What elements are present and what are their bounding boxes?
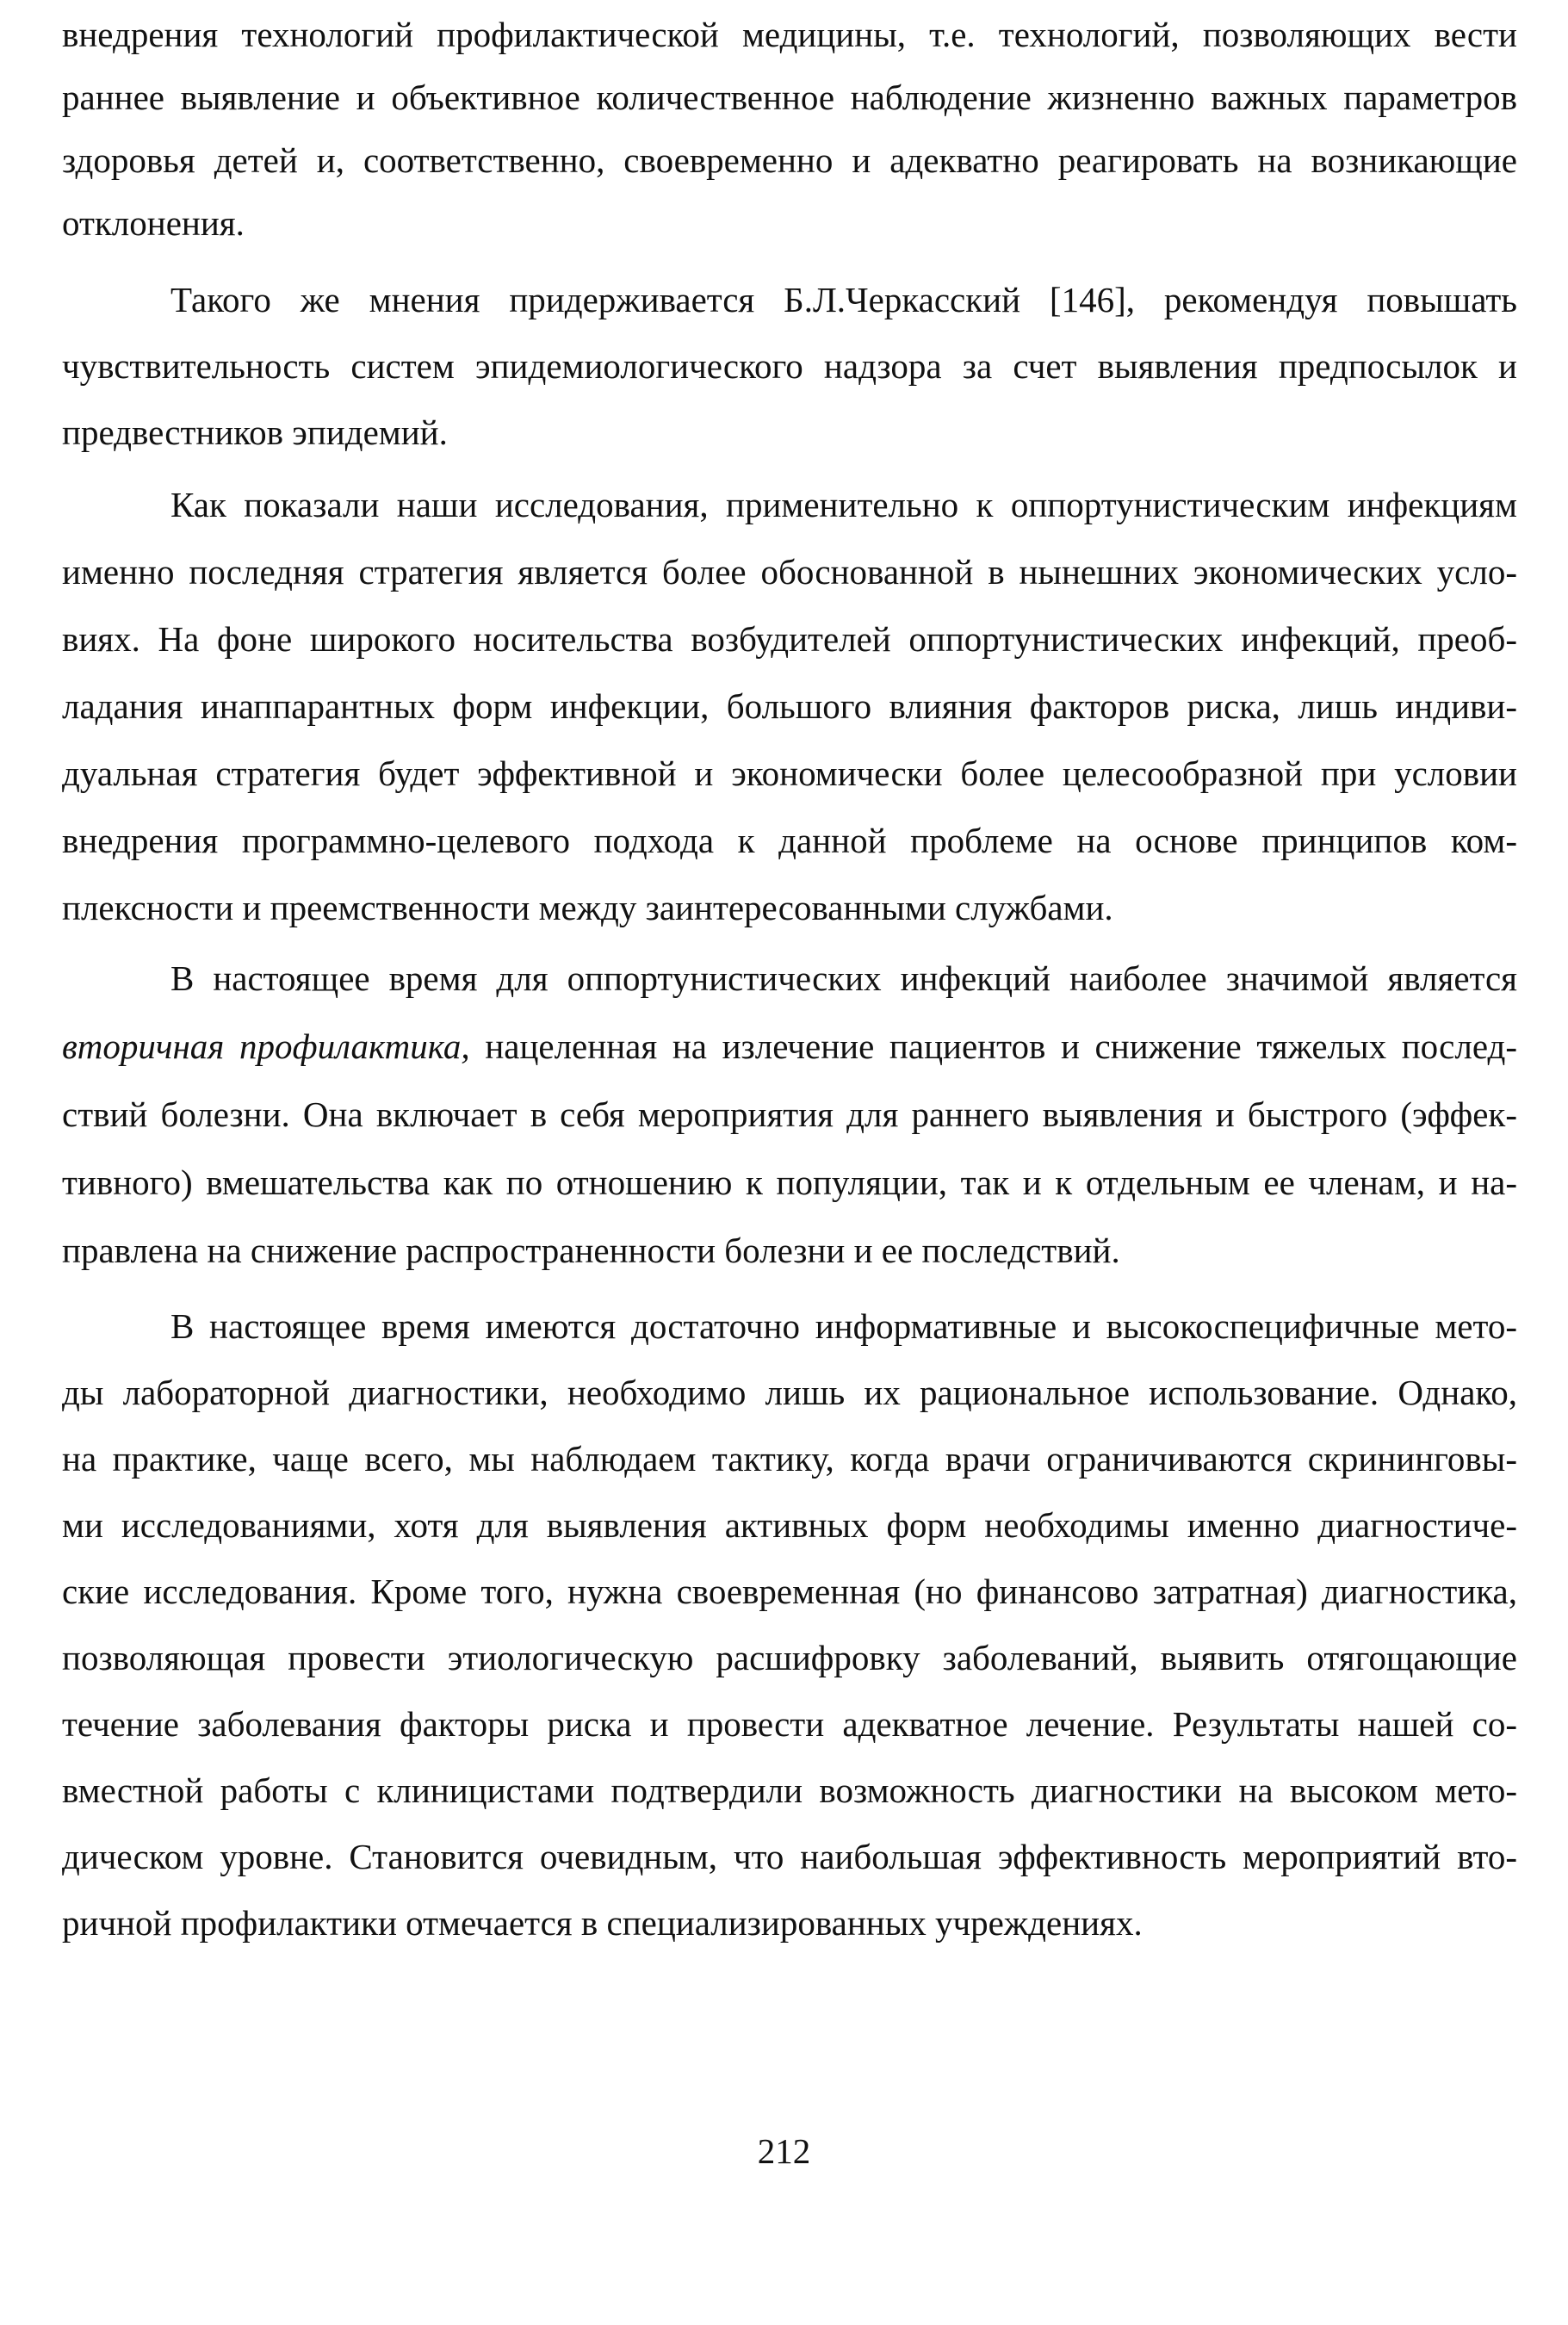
text-line: чувствительность систем эпидемиологического надзора за счет выявления предпосылок и: [62, 346, 1517, 386]
text-line: ские исследования. Кроме того, нужна своевременная (но финансово затратная) диагностика,: [62, 1572, 1517, 1611]
text-line: Такого же мнения придерживается Б.Л.Черкасский [146], рекомендуя повышать: [170, 280, 1517, 319]
text-line: ладания инаппарантных форм инфекции, большого влияния факторов риска, лишь индиви-: [62, 686, 1517, 726]
text-line: на практике, чаще всего, мы наблюдаем тактику, когда врачи ограничиваются скрининговы-: [62, 1439, 1517, 1479]
text-line: В настоящее время имеются достаточно информативные и высокоспецифичные мето-: [170, 1306, 1517, 1346]
text-line: ми исследованиями, хотя для выявления активных форм необходимы именно диагностиче-: [62, 1505, 1517, 1545]
text-line: ды лабораторной диагностики, необходимо лишь их рациональное использование. Однако,: [62, 1373, 1517, 1412]
text-line: виях. На фоне широкого носительства возбудителей оппортунистических инфекций, преоб-: [62, 619, 1517, 659]
text-line: здоровья детей и, соответственно, своевременно и адекватно реагировать на возникающие: [62, 140, 1517, 180]
text-line: плексности и преемственности между заинтересованными службами.: [62, 888, 1113, 927]
text-line: ствий болезни. Она включает в себя мероприятия для раннего выявления и быстрого (эффек-: [62, 1094, 1517, 1134]
text-line: отклонения.: [62, 203, 245, 243]
italic-term: вторичная профилактика,: [62, 1026, 470, 1066]
text-line: внедрения технологий профилактической медицины, т.е. технологий, позволяющих вести: [62, 15, 1517, 54]
text-line: предвестников эпидемий.: [62, 412, 448, 452]
text-line: течение заболевания факторы риска и провести адекватное лечение. Результаты нашей со-: [62, 1704, 1517, 1744]
text-line: раннее выявление и объективное количественное наблюдение жизненно важных параметров: [62, 78, 1517, 117]
text-line: дическом уровне. Становится очевидным, что наибольшая эффективность мероприятий вто-: [62, 1837, 1517, 1876]
text-line: позволяющая провести этиологическую расшифровку заболеваний, выявить отягощающие: [62, 1638, 1517, 1677]
page-number: 212: [757, 2131, 811, 2171]
text-line-rest: нацеленная на излечение пациентов и снижение тяжелых послед-: [485, 1026, 1517, 1066]
text-line: вместной работы с клиницистами подтвердили возможность диагностики на высоком мето-: [62, 1770, 1517, 1810]
text-line: именно последняя стратегия является более обоснованной в нынешних экономических усло-: [62, 552, 1517, 592]
text-line: [62, 1020, 1517, 1072]
text-line: внедрения программно-целевого подхода к данной проблеме на основе принципов ком-: [62, 821, 1517, 860]
text-line: правлена на снижение распространенности болезни и ее последствий.: [62, 1231, 1120, 1270]
text-line: В настоящее время для оппортунистических инфекций наиболее значимой является: [170, 958, 1517, 998]
text-line: дуальная стратегия будет эффективной и экономически более целесообразной при условии: [62, 753, 1517, 793]
text-line: тивного) вмешательства как по отношению к популяции, так и к отдельным ее членам, и на-: [62, 1162, 1517, 1202]
text-line: Как показали наши исследования, применительно к оппортунистическим инфекциям: [170, 485, 1517, 524]
text-line: ричной профилактики отмечается в специализированных учреждениях.: [62, 1903, 1143, 1943]
